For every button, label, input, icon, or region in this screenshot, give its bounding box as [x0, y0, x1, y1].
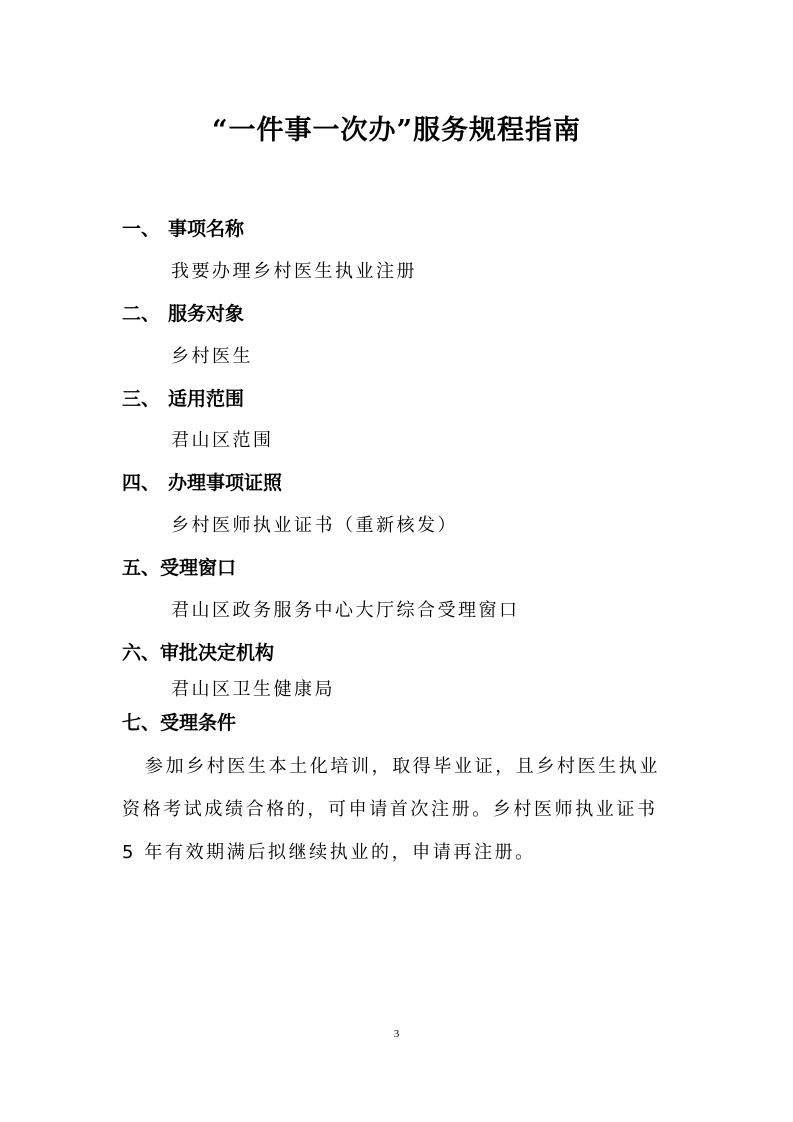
section-label: 事项名称 — [168, 218, 245, 240]
condition-line-3: 5 年有效期满后拟继续执业的，申请再注册。 — [122, 842, 536, 863]
section-separator: 、 — [141, 712, 161, 734]
section-separator: 、 — [141, 472, 161, 494]
section-separator: 、 — [141, 218, 161, 240]
section-heading-6 — [122, 638, 274, 665]
section-separator: 、 — [141, 557, 161, 579]
condition-line-2: 资格考试成绩合格的，可申请首次注册。乡村医师执业证书 — [122, 799, 658, 820]
page-title: “一件事一次办”服务规程指南 — [211, 115, 582, 146]
section-number: 三 — [122, 388, 142, 410]
section-heading-1 — [122, 214, 244, 241]
section-separator: 、 — [141, 303, 161, 325]
section-number: 六 — [122, 642, 142, 664]
section-content-5: 君山区政务服务中心大厅综合受理窗口 — [171, 600, 520, 621]
section-label: 适用范围 — [168, 388, 245, 410]
section-number: 七 — [122, 712, 142, 734]
section-label: 办理事项证照 — [168, 472, 283, 494]
section-content-6: 君山区卫生健康局 — [171, 679, 335, 700]
section-separator: 、 — [141, 388, 161, 410]
section-number: 一 — [122, 218, 142, 240]
section-heading-5 — [122, 553, 236, 580]
section-separator: 、 — [141, 642, 161, 664]
section-label: 受理条件 — [160, 712, 237, 734]
section-label: 审批决定机构 — [160, 642, 275, 664]
section-heading-4 — [122, 468, 282, 495]
section-number: 二 — [122, 303, 142, 325]
section-heading-3 — [122, 384, 244, 411]
section-content-4: 乡村医师执业证书（重新核发） — [171, 515, 458, 536]
section-heading-7 — [122, 708, 236, 735]
section-content-3: 君山区范围 — [171, 430, 274, 451]
section-label: 受理窗口 — [160, 557, 237, 579]
section-content-1: 我要办理乡村医生执业注册 — [171, 261, 417, 282]
section-heading-2 — [122, 299, 244, 326]
section-label: 服务对象 — [168, 303, 245, 325]
page-number: 3 — [393, 1028, 400, 1040]
section-number: 四 — [122, 472, 142, 494]
section-number: 五 — [122, 557, 142, 579]
section-content-2: 乡村医生 — [171, 346, 253, 367]
condition-line-1: 参加乡村医生本土化培训，取得毕业证，且乡村医生执业 — [145, 756, 660, 777]
